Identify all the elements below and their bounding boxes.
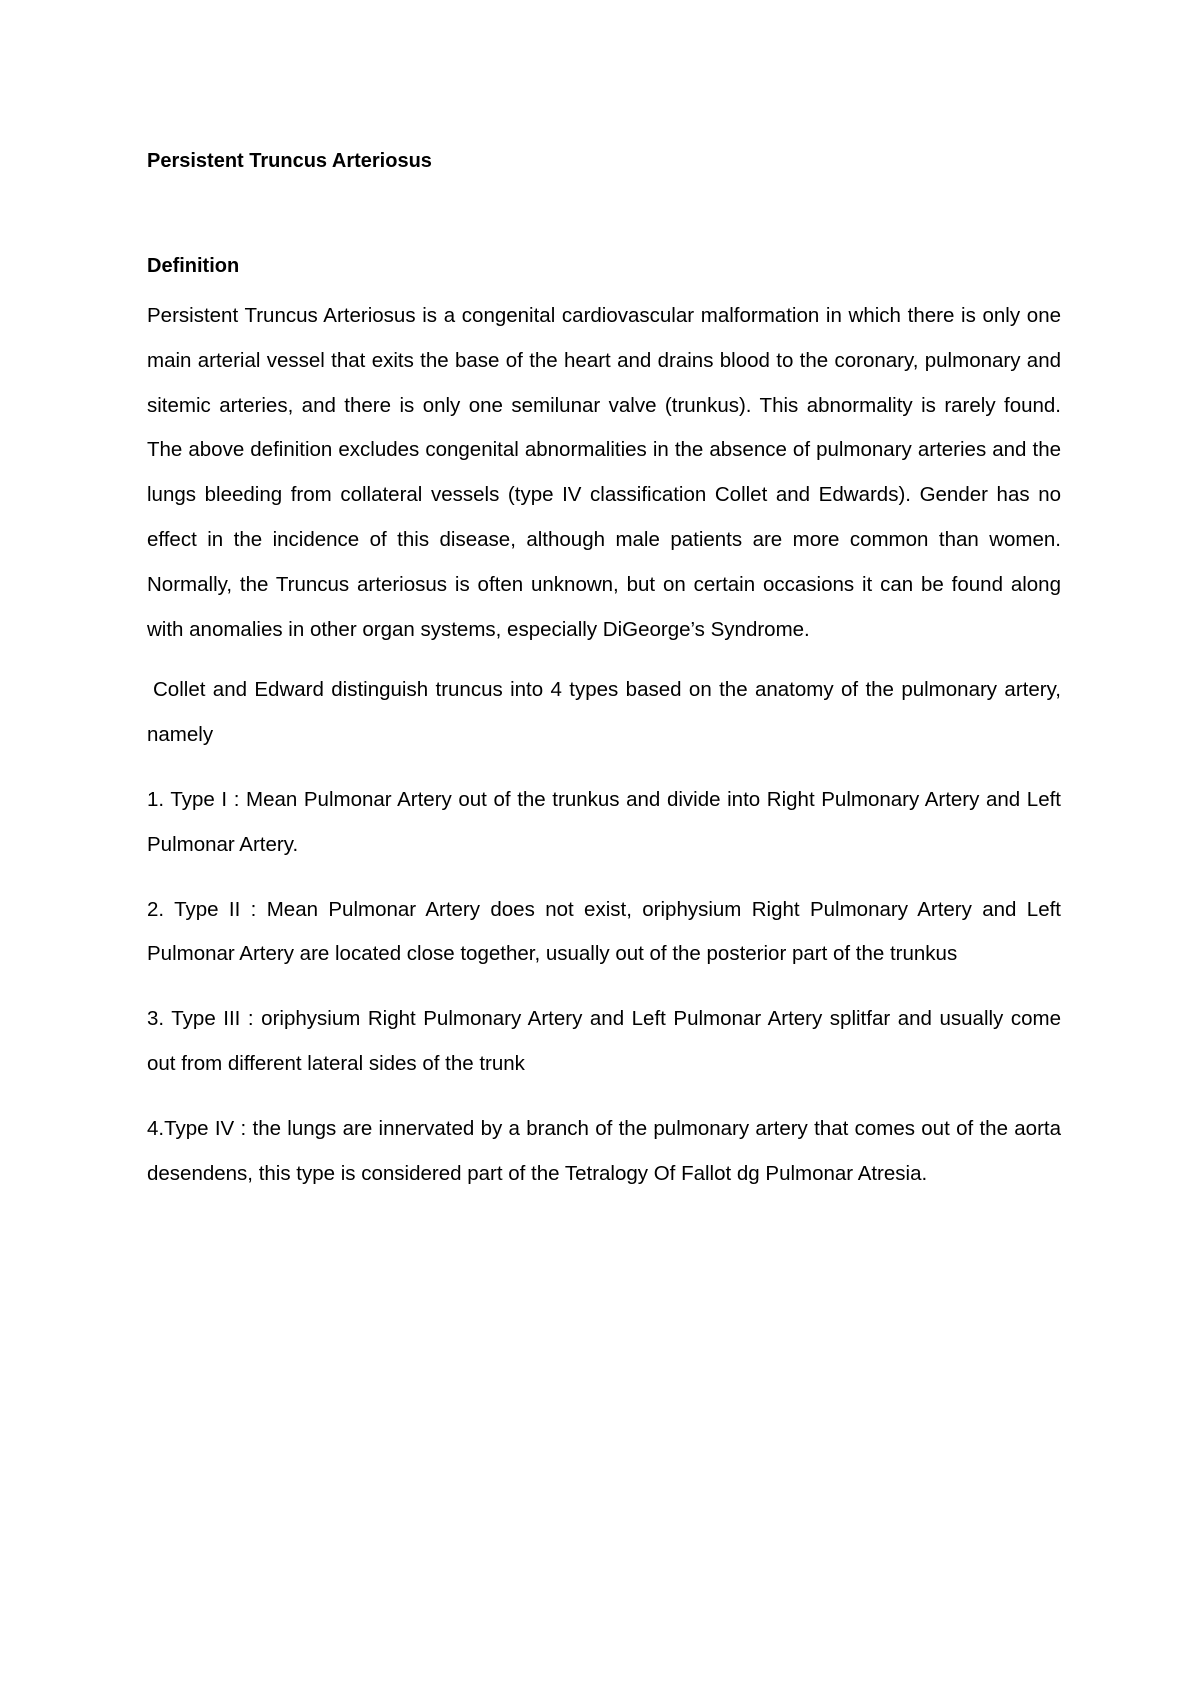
type-item-3: 3. Type III : oriphysium Right Pulmonary Artery and Left Pulmonar Artery splitfar and usually come out from different lateral sides of the trunk xyxy=(147,1007,1061,1075)
section-heading-definition: Definition xyxy=(147,255,240,277)
definition-paragraph: Persistent Truncus Arteriosus is a congenital cardiovascular malformation in which there is only one main arterial vessel that exits the base of the heart and drains blood to the coronary, pulmonary and sitemic arteries, and there is only one semilunar valve (trunkus). This abnormality is rarely found. The above definition excludes congenital abnormalities in the absence of pulmonary arteries and the lungs bleeding from collateral vessels (type IV classification Collet and Edwards). Gender has no effect in the incidence of this disease, although male patients are more common than women. Normally, the Truncus arteriosus is often unknown, but on certain occasions it can be found along with anomalies in other organ systems, especially DiGeorge’s Syndrome. xyxy=(147,304,1061,641)
type-item-1: 1. Type I : Mean Pulmonar Artery out of the trunkus and divide into Right Pulmonary Artery and Left Pulmonar Artery. xyxy=(147,787,1061,856)
type-item-2: 2. Type II : Mean Pulmonar Artery does not exist, oriphysium Right Pulmonary Artery and Left Pulmonar Artery are located close together, usually out of the posterior part of the trunkus xyxy=(147,897,1061,966)
type-item-4: 4.Type IV : the lungs are innervated by a branch of the pulmonary artery that comes out of the aorta desendens, this type is considered part of the Tetralogy Of Fallot dg Pulmonar Atresia. xyxy=(147,1116,1061,1185)
document-title: Persistent Truncus Arteriosus xyxy=(147,150,432,172)
classification-intro: Collet and Edward distinguish truncus into 4 types based on the anatomy of the pulmonary artery, namely xyxy=(147,678,1061,747)
document-body xyxy=(147,146,1061,1196)
